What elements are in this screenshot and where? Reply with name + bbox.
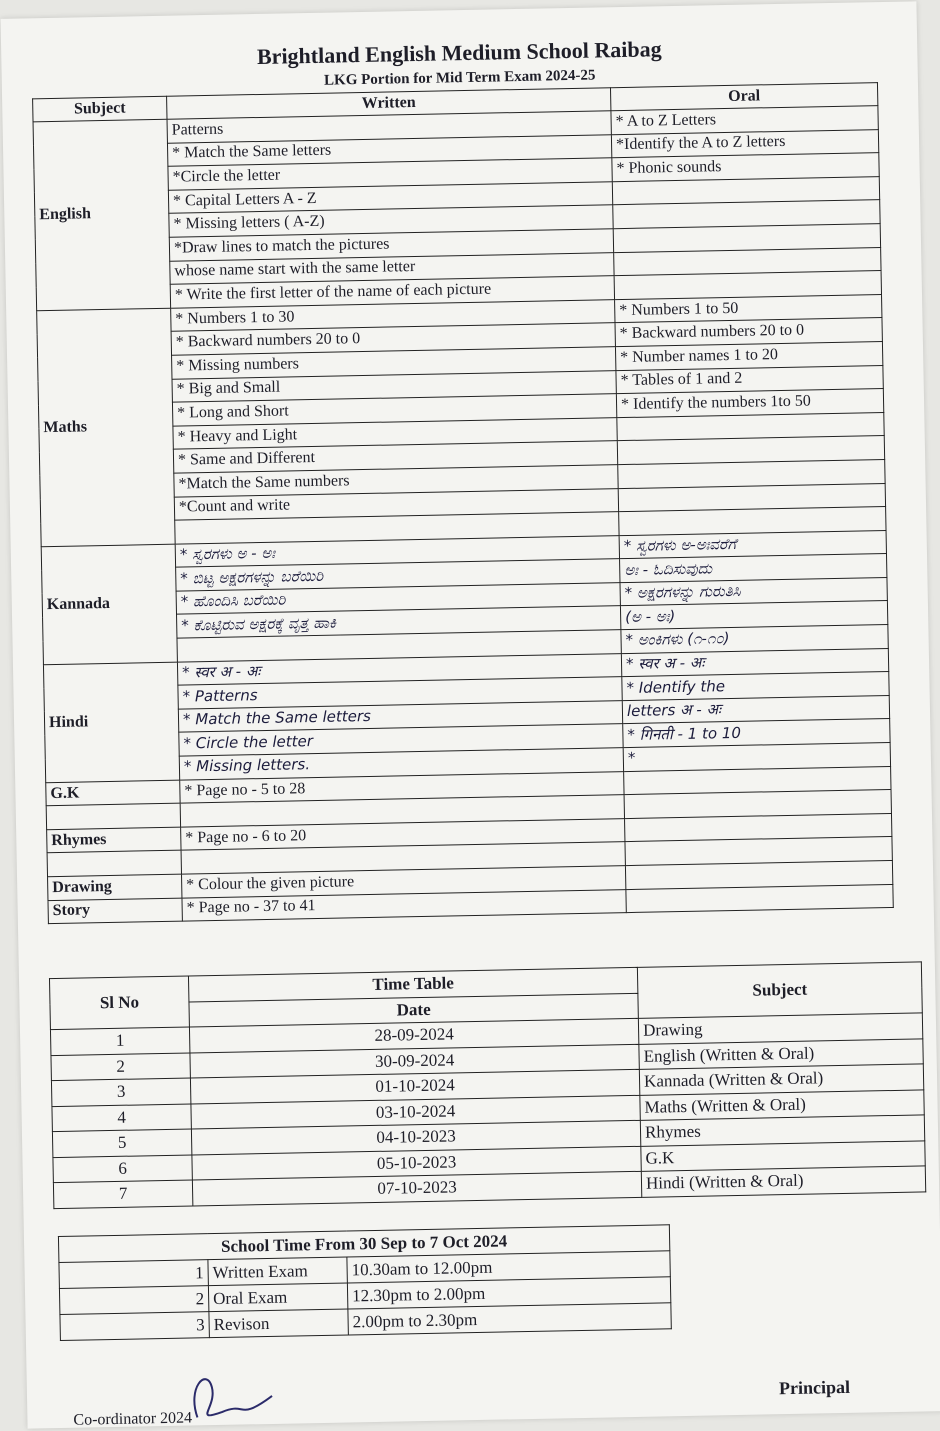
subject-label: Drawing bbox=[48, 874, 182, 900]
oral-item: * Number names 1 to 20 bbox=[615, 341, 882, 370]
timetable-date-cell: 28-09-2024 bbox=[189, 1018, 638, 1052]
coordinator-label: Co-ordinator 2024 bbox=[73, 1409, 193, 1429]
oral-item: * ಸ್ವರಗಳು ಅ-ಅಃವರೆಗೆ bbox=[619, 530, 886, 559]
timetable-date-cell: 07-10-2023 bbox=[192, 1171, 641, 1205]
school-time-table bbox=[58, 1224, 672, 1341]
portion-title: LKG Portion for Mid Term Exam 2024-25 bbox=[323, 67, 596, 89]
timetable-sl-cell: 3 bbox=[51, 1078, 190, 1106]
timetable-sl-cell: 6 bbox=[53, 1154, 192, 1182]
written-item: * ಹೊಂದಿಸಿ ಬರೆಯಿರಿ bbox=[176, 583, 620, 615]
timetable-subject-cell: Hindi (Written & Oral) bbox=[641, 1166, 925, 1197]
school-time-value: 2.00pm to 2.30pm bbox=[348, 1303, 671, 1335]
oral-item: (ಅ - ಅಃ) bbox=[620, 601, 887, 630]
oral-item: * Identify the bbox=[622, 672, 889, 701]
oral-item: * Phonic sounds bbox=[612, 153, 879, 182]
subject-header: Subject bbox=[637, 962, 922, 1018]
written-item: * Missing letters. bbox=[179, 748, 623, 780]
written-item: * Heavy and Light bbox=[173, 417, 617, 449]
written-item: whose name start with the same letter bbox=[170, 252, 614, 284]
school-time-title: School Time From 30 Sep to 7 Oct 2024 bbox=[58, 1225, 669, 1263]
oral-item: * Identify the numbers 1to 50 bbox=[616, 389, 883, 418]
timetable-date-cell: 30-09-2024 bbox=[190, 1044, 639, 1078]
maths-section bbox=[37, 294, 886, 546]
oral-item: letters अ - अः bbox=[622, 695, 889, 724]
oral-item bbox=[626, 884, 893, 913]
portion-table bbox=[32, 82, 894, 924]
timetable-sl-cell: 1 bbox=[50, 1027, 189, 1055]
timetable-date-cell: 01-10-2024 bbox=[190, 1069, 639, 1103]
timetable-subject-cell: Rhymes bbox=[640, 1115, 924, 1146]
school-name: Brightland English Medium School Raibag bbox=[256, 36, 662, 70]
written-item: * Circle the letter bbox=[179, 724, 623, 756]
written-item: * Page no - 6 to 20 bbox=[181, 818, 625, 850]
written-item: * Long and Short bbox=[172, 394, 616, 426]
timetable-body bbox=[50, 1013, 925, 1208]
subject-label: English bbox=[33, 119, 171, 310]
sl-header: Sl No bbox=[49, 976, 189, 1030]
written-item: * ಬಿಟ್ಟ ಅಕ್ಷರಗಳನ್ನು ಬರೆಯಿರಿ bbox=[176, 559, 620, 591]
written-item: *Count and write bbox=[174, 488, 618, 520]
written-item: * Capital Letters A - Z bbox=[168, 181, 612, 213]
subject-label: G.K bbox=[46, 780, 180, 806]
timetable-sl-cell: 5 bbox=[52, 1129, 191, 1157]
timetable-subject-cell: Kannada (Written & Oral) bbox=[639, 1064, 923, 1095]
principal-label: Principal bbox=[778, 1376, 851, 1399]
kannada-section bbox=[41, 530, 888, 664]
timetable-sl-cell: 4 bbox=[52, 1103, 191, 1131]
date-header: Date bbox=[189, 993, 638, 1027]
school-time-body bbox=[59, 1251, 671, 1341]
written-item: * Page no - 37 to 41 bbox=[182, 889, 626, 921]
written-item: * ಸ್ವರಗಳು ಅ - ಅಃ bbox=[175, 535, 619, 567]
oral-item: * स्वर अ - अः bbox=[621, 648, 888, 677]
oral-item: * Numbers 1 to 50 bbox=[615, 294, 882, 323]
written-item: Patterns bbox=[167, 111, 611, 143]
subject-label: Hindi bbox=[43, 662, 179, 783]
written-item: *Draw lines to match the pictures bbox=[169, 229, 613, 261]
oral-item: * bbox=[623, 743, 890, 772]
timetable-date-cell: 05-10-2023 bbox=[192, 1146, 641, 1180]
timetable-title: Time Table bbox=[188, 967, 637, 1001]
written-item: * Write the first letter of the name of each picture bbox=[170, 276, 614, 308]
school-time-number: 1 bbox=[59, 1260, 208, 1289]
subject-label: Rhymes bbox=[47, 827, 181, 853]
written-item: * Missing numbers bbox=[172, 347, 616, 379]
oral-item: * A to Z Letters bbox=[611, 106, 878, 135]
exam-portion-sheet bbox=[1, 1, 940, 1428]
timetable-subject-cell: G.K bbox=[641, 1140, 925, 1171]
timetable-date-cell: 03-10-2024 bbox=[191, 1095, 640, 1129]
school-time-value: 10.30am to 12.00pm bbox=[347, 1251, 670, 1283]
subject-column-header: Subject bbox=[33, 96, 167, 122]
hindi-section bbox=[43, 648, 890, 782]
subject-label: Maths bbox=[37, 308, 176, 546]
written-item: *Circle the letter bbox=[168, 158, 612, 190]
written-item: * Match the Same letters bbox=[167, 134, 611, 166]
written-item: * Same and Different bbox=[173, 441, 617, 473]
written-item: * ಕೊಟ್ಟಿರುವ ಅಕ್ಷರಕ್ಕೆ ವೃತ್ತ ಹಾಕಿ bbox=[177, 606, 621, 638]
signature-scribble bbox=[176, 1366, 287, 1428]
oral-item: * गिनती - 1 to 10 bbox=[623, 719, 890, 748]
timetable-subject-cell: Drawing bbox=[638, 1013, 922, 1044]
school-time-label: Written Exam bbox=[208, 1257, 347, 1286]
oral-item: *Identify the A to Z letters bbox=[611, 129, 878, 158]
written-item: * Colour the given picture bbox=[182, 866, 626, 898]
written-item: * Patterns bbox=[178, 677, 622, 709]
school-time-value: 12.30pm to 2.00pm bbox=[347, 1277, 670, 1309]
oral-item: * ಅಕ್ಷರಗಳನ್ನು ಗುರುತಿಸಿ bbox=[620, 577, 887, 606]
school-time-number: 2 bbox=[59, 1286, 208, 1315]
timetable-date-cell: 04-10-2023 bbox=[191, 1120, 640, 1154]
written-item: * Match the Same letters bbox=[178, 700, 622, 732]
written-item: * स्वर अ - अः bbox=[177, 653, 621, 685]
oral-item: ಅಃ - ಓದಿಸುವುದು bbox=[620, 554, 887, 583]
written-item: * Page no - 5 to 28 bbox=[180, 771, 624, 803]
oral-item: * ಅಂಕಿಗಳು (೧-೧೦) bbox=[621, 625, 888, 654]
timetable bbox=[49, 961, 926, 1208]
written-item: * Missing letters ( A-Z) bbox=[169, 205, 613, 237]
timetable-subject-cell: Maths (Written & Oral) bbox=[640, 1089, 924, 1120]
oral-column-header: Oral bbox=[610, 83, 877, 111]
subject-label: Story bbox=[48, 898, 182, 924]
oral-item: * Tables of 1 and 2 bbox=[616, 365, 883, 394]
written-item: * Big and Small bbox=[172, 370, 616, 402]
timetable-sl-cell: 7 bbox=[53, 1180, 192, 1208]
timetable-sl-cell: 2 bbox=[51, 1052, 190, 1080]
school-time-number: 3 bbox=[60, 1312, 209, 1341]
written-item: *Match the Same numbers bbox=[174, 465, 618, 497]
english-section bbox=[33, 106, 881, 311]
school-time-label: Revison bbox=[209, 1309, 348, 1338]
written-column-header: Written bbox=[167, 88, 611, 120]
written-item: * Backward numbers 20 to 0 bbox=[171, 323, 615, 355]
oral-item: * Backward numbers 20 to 0 bbox=[615, 318, 882, 347]
subject-label: Kannada bbox=[41, 544, 177, 665]
school-time-label: Oral Exam bbox=[208, 1283, 347, 1312]
timetable-subject-cell: English (Written & Oral) bbox=[639, 1038, 923, 1069]
written-item: * Numbers 1 to 30 bbox=[171, 299, 615, 331]
